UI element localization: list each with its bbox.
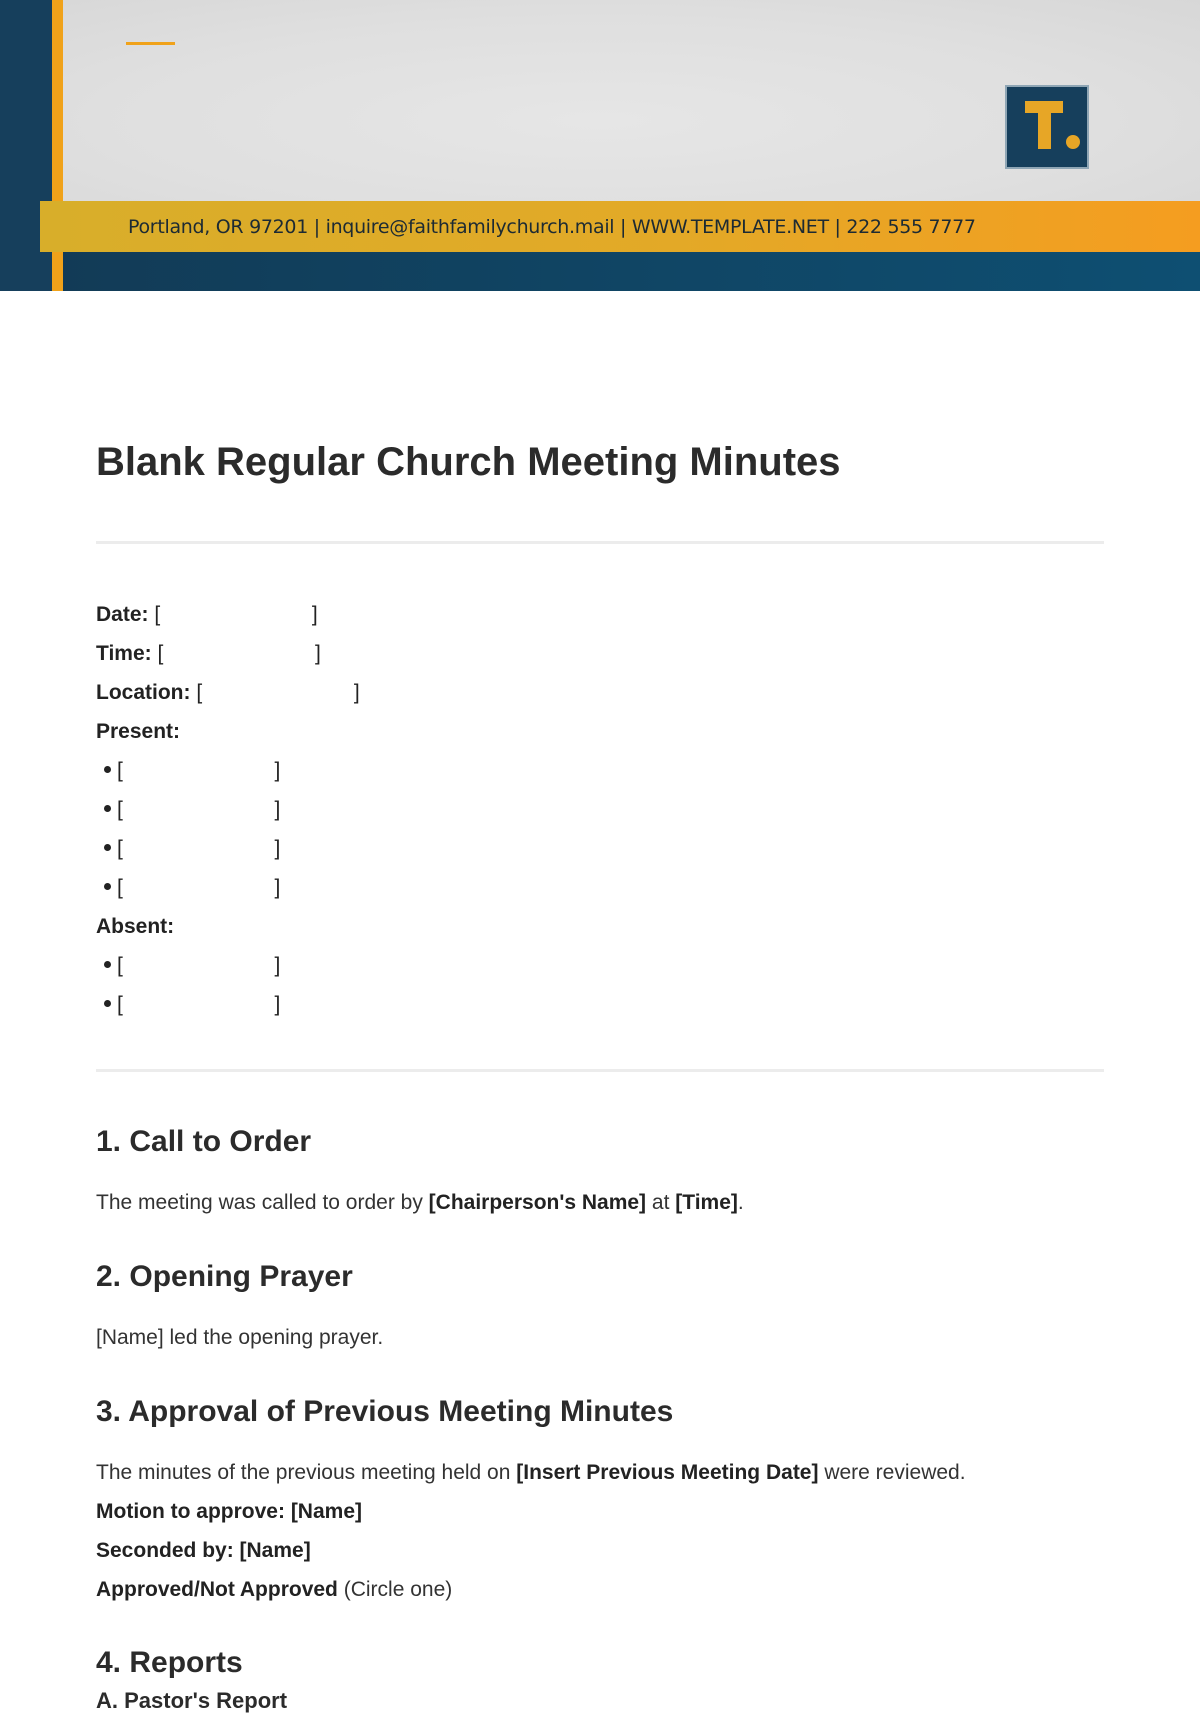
absent-blank[interactable]: [ ] — [117, 954, 281, 977]
text-run: at — [646, 1191, 676, 1214]
approval-line — [96, 1570, 452, 1609]
time-blank[interactable]: [ ] — [157, 642, 321, 665]
list-item — [104, 868, 280, 907]
logo-t-glyph — [1025, 101, 1063, 151]
present-blank[interactable]: [ ] — [117, 837, 281, 860]
bullet-icon — [104, 883, 111, 890]
logo — [1005, 85, 1089, 169]
section-paragraph: [Name] led the opening prayer. — [96, 1326, 384, 1349]
section-heading: 4. Reports — [96, 1646, 243, 1679]
letterhead — [0, 0, 1200, 291]
divider — [96, 541, 1104, 544]
present-blank[interactable]: [ ] — [117, 759, 281, 782]
text-run: The meeting was called to order by — [96, 1191, 429, 1214]
bullet-icon — [104, 961, 111, 968]
list-item — [104, 790, 280, 829]
header-bottom-band — [0, 251, 1200, 291]
bullet-icon — [104, 1000, 111, 1007]
seconded-line — [96, 1531, 311, 1570]
logo-dot — [1066, 135, 1080, 149]
absent-label: Absent: — [96, 915, 175, 938]
section-heading: 3. Approval of Previous Meeting Minutes — [96, 1395, 674, 1428]
date-label: Date: — [96, 603, 149, 626]
section-heading: 1. Call to Order — [96, 1125, 312, 1158]
absent-field — [96, 907, 174, 946]
text-run: were reviewed. — [818, 1461, 966, 1484]
document-title: Blank Regular Church Meeting Minutes — [96, 440, 841, 484]
contact-info: Portland, OR 97201 | inquire@faithfamilychurch.mail | WWW.TEMPLATE.NET | 222 555 7777 — [128, 215, 976, 238]
date-field — [96, 595, 318, 634]
bullet-icon — [104, 766, 111, 773]
present-field — [96, 712, 180, 751]
time-field — [96, 634, 321, 673]
present-blank[interactable]: [ ] — [117, 798, 281, 821]
list-item — [104, 829, 280, 868]
list-item — [104, 946, 280, 985]
motion-line — [96, 1492, 362, 1531]
location-label: Location: — [96, 681, 191, 704]
section-paragraph — [96, 1183, 744, 1222]
text-run: (Circle one) — [337, 1578, 453, 1601]
list-item — [104, 751, 280, 790]
text-run: The minutes of the previous meeting held on — [96, 1461, 517, 1484]
absent-blank[interactable]: [ ] — [117, 993, 281, 1016]
placeholder-time: [Time] — [675, 1191, 738, 1214]
list-item — [104, 985, 280, 1024]
location-field — [96, 673, 360, 712]
contact-band — [40, 201, 1200, 252]
present-label: Present: — [96, 720, 181, 743]
text-run: . — [737, 1191, 744, 1214]
placeholder-previous-date: [Insert Previous Meeting Date] — [516, 1461, 819, 1484]
divider — [96, 1069, 1104, 1072]
section-paragraph — [96, 1453, 966, 1492]
time-label: Time: — [96, 642, 152, 665]
bullet-icon — [104, 805, 111, 812]
present-blank[interactable]: [ ] — [117, 876, 281, 899]
subsection-heading: A. Pastor's Report — [96, 1688, 288, 1713]
date-blank[interactable]: [ ] — [154, 603, 318, 626]
bullet-icon — [104, 844, 111, 851]
motion-text: Motion to approve: [Name] — [96, 1500, 362, 1523]
placeholder-chairperson: [Chairperson's Name] — [428, 1191, 647, 1214]
accent-dash — [126, 42, 175, 45]
section-heading: 2. Opening Prayer — [96, 1260, 353, 1293]
location-blank[interactable]: [ ] — [196, 681, 360, 704]
seconded-text: Seconded by: [Name] — [96, 1539, 311, 1562]
approval-options: Approved/Not Approved — [96, 1578, 338, 1601]
